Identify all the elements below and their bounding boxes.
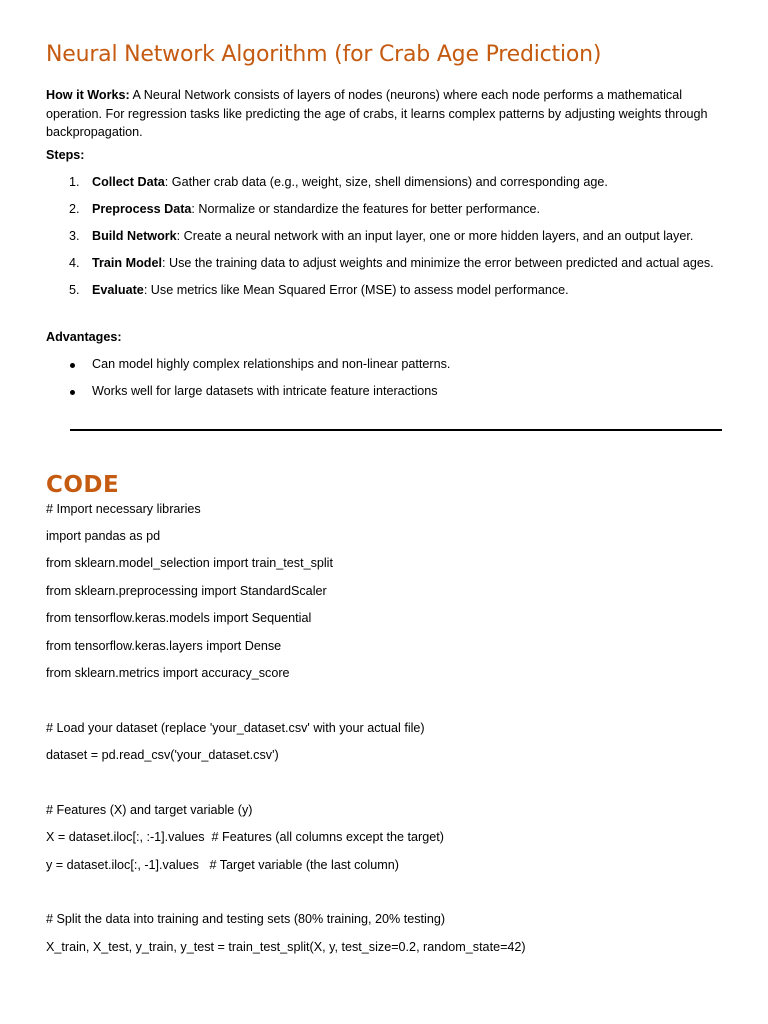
step-term: Collect Data [92,175,165,189]
advantage-item [46,383,736,401]
steps-label: Steps: [46,148,85,162]
how-it-works-text: A Neural Network consists of layers of nodes (neurons) where each node performs a mathematical operation. For regression tasks like predicting the age of crabs, it learns complex patterns by adjusting weights through backpropagation. [46,88,708,139]
code-line: from sklearn.model_selection import train_test_split [46,556,333,570]
code-heading: CODE [46,472,120,498]
bullet-icon [70,390,75,395]
step-number: 3. [69,229,80,243]
step-item [46,174,736,192]
step-term: Build Network [92,229,177,243]
horizontal-divider [70,429,722,431]
step-description: : Use metrics like Mean Squared Error (MSE) to assess model performance. [143,283,569,297]
bullet-icon [70,363,75,368]
code-line: # Import necessary libraries [46,502,201,516]
step-number: 2. [69,202,80,216]
step-description: : Normalize or standardize the features for better performance. [191,202,540,216]
code-line: from tensorflow.keras.models import Sequential [46,611,312,625]
step-term: Evaluate [92,283,144,297]
code-line: from tensorflow.keras.layers import Dense [46,639,282,653]
advantage-text: Works well for large datasets with intricate feature interactions [92,384,438,398]
step-item [46,255,736,273]
step-term: Train Model [92,256,162,270]
advantages-list [46,356,736,410]
step-description: : Gather crab data (e.g., weight, size, shell dimensions) and corresponding age. [164,175,608,189]
code-line: from sklearn.metrics import accuracy_score [46,666,290,680]
code-line: y = dataset.iloc[:, -1].values # Target variable (the last column) [46,858,399,872]
advantages-label: Advantages: [46,330,122,344]
step-number: 1. [69,175,80,189]
advantage-item [46,356,736,374]
how-it-works-paragraph [46,86,716,142]
document-title: Neural Network Algorithm (for Crab Age Prediction) [46,42,602,67]
step-description: : Use the training data to adjust weights and minimize the error between predicted and actual ages. [161,256,714,270]
code-line: X_train, X_test, y_train, y_test = train_test_split(X, y, test_size=0.2, random_state=42) [46,940,526,954]
code-line: # Split the data into training and testing sets (80% training, 20% testing) [46,912,446,926]
step-item [46,201,736,219]
code-line: # Features (X) and target variable (y) [46,803,253,817]
code-line: dataset = pd.read_csv('your_dataset.csv') [46,748,279,762]
step-item [46,228,736,246]
advantage-text: Can model highly complex relationships and non-linear patterns. [92,357,451,371]
code-line: X = dataset.iloc[:, :-1].values # Features (all columns except the target) [46,830,444,844]
how-it-works-label: How it Works: [46,88,130,102]
step-description: : Create a neural network with an input layer, one or more hidden layers, and an output layer. [176,229,694,243]
step-item [46,282,736,300]
code-line: # Load your dataset (replace 'your_dataset.csv' with your actual file) [46,721,425,735]
step-number: 4. [69,256,80,270]
step-term: Preprocess Data [92,202,192,216]
steps-list [46,174,736,309]
code-line: import pandas as pd [46,529,161,543]
step-number: 5. [69,283,80,297]
code-line: from sklearn.preprocessing import StandardScaler [46,584,327,598]
